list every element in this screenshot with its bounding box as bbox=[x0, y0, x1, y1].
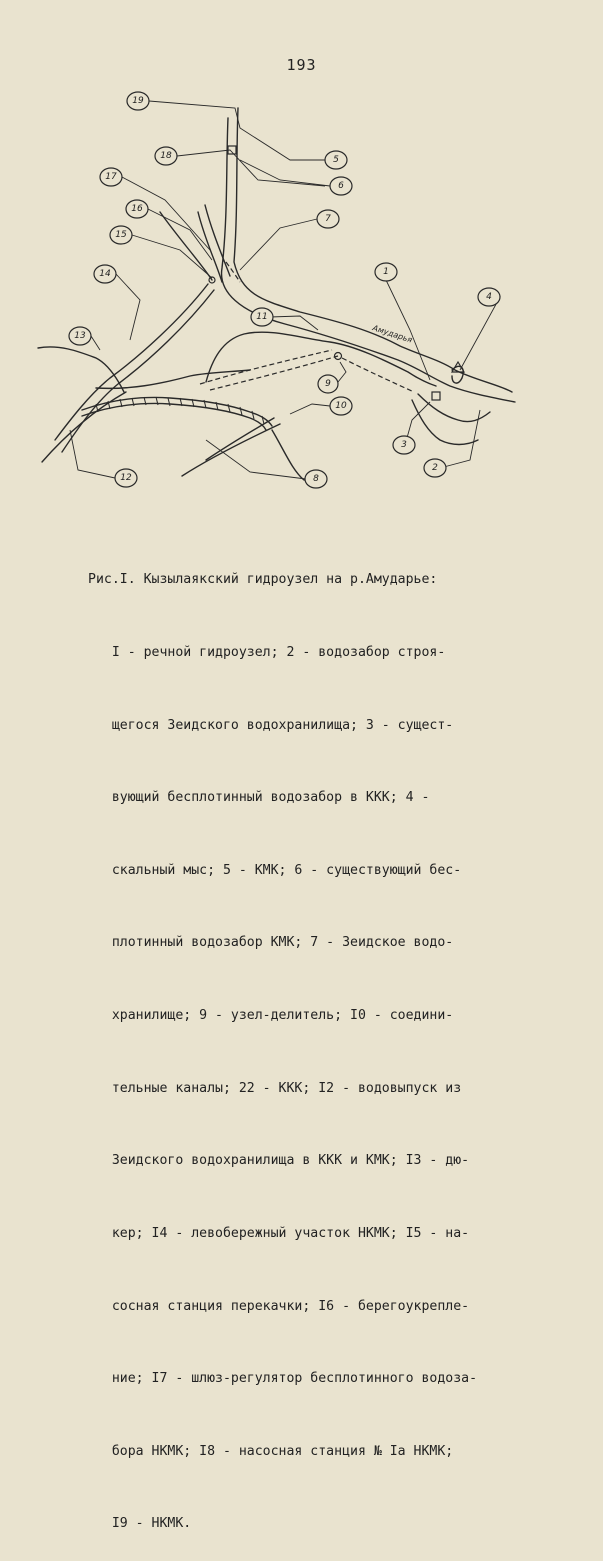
canal-left-2 bbox=[62, 290, 214, 452]
callout-16 bbox=[126, 200, 148, 218]
callout-1 bbox=[375, 263, 397, 281]
svg-text:11: 11 bbox=[256, 312, 268, 322]
svg-text:16: 16 bbox=[131, 204, 143, 214]
leader-8 bbox=[206, 440, 306, 479]
svg-text:19: 19 bbox=[132, 96, 144, 106]
caption-line: плотинный водозабор КМК; 7 - Зеидское водо- bbox=[88, 935, 454, 951]
river-label: Амударья bbox=[371, 323, 414, 345]
caption-line: бора НКМК; I8 - насосная станция № Iа НКМК; bbox=[88, 1443, 454, 1459]
caption-line: сосная станция перекачки; I6 - берегоукрепле- bbox=[88, 1298, 470, 1314]
leader-15 bbox=[132, 235, 212, 278]
svg-text:6: 6 bbox=[338, 181, 344, 191]
callout-14 bbox=[94, 265, 116, 283]
caption-line: тельные каналы; 22 - ККК; I2 - водовыпуск из bbox=[88, 1080, 462, 1096]
leader-12 bbox=[70, 430, 115, 478]
callout-11 bbox=[251, 308, 273, 326]
svg-text:17: 17 bbox=[105, 172, 117, 182]
callout-7 bbox=[317, 210, 339, 228]
canal-southeast-3 bbox=[272, 430, 304, 480]
svg-text:9: 9 bbox=[325, 379, 331, 389]
callout-15 bbox=[110, 226, 132, 244]
callout-8 bbox=[305, 470, 327, 488]
road-west bbox=[38, 347, 124, 392]
canal-right-1 bbox=[412, 400, 478, 445]
scheme-map bbox=[0, 0, 603, 520]
river-bank-south bbox=[222, 118, 515, 402]
svg-text:7: 7 bbox=[325, 214, 331, 224]
callout-10 bbox=[330, 397, 352, 415]
planned-channel-3 bbox=[342, 358, 414, 392]
callout-9 bbox=[318, 375, 338, 393]
caption-line: вующий бесплотинный водозабор в ККК; 4 - bbox=[88, 790, 430, 806]
caption-line: Рис.I. Кызылаякский гидроузел на р.Амударье: bbox=[88, 572, 438, 588]
svg-text:18: 18 bbox=[160, 151, 172, 161]
leader-13 bbox=[91, 336, 100, 350]
callout-3 bbox=[393, 436, 415, 454]
leader-18 bbox=[177, 150, 325, 186]
callout-12 bbox=[115, 469, 137, 487]
callout-19 bbox=[127, 92, 149, 110]
planned-channel-1 bbox=[200, 350, 332, 384]
leader-2 bbox=[440, 410, 480, 468]
caption-line: кер; I4 - левобережный участок НКМК; I5 - на- bbox=[88, 1225, 470, 1241]
canal-southeast-2 bbox=[182, 424, 280, 476]
callout-5 bbox=[325, 151, 347, 169]
callout-17 bbox=[100, 168, 122, 186]
canal-southeast-1 bbox=[206, 418, 274, 460]
caption-line: Зеидского водохранилища в ККК и КМК; I3 - дю- bbox=[88, 1153, 470, 1169]
leader-9 bbox=[338, 362, 346, 382]
caption-line: I9 - НКМК. bbox=[88, 1516, 192, 1532]
svg-text:3: 3 bbox=[401, 440, 407, 450]
intake-marker bbox=[432, 392, 440, 400]
callout-13 bbox=[69, 327, 91, 345]
callout-4 bbox=[478, 288, 500, 306]
caption-line: скальный мыс; 5 - КМК; 6 - существующий бес- bbox=[88, 862, 462, 878]
leader-11 bbox=[270, 316, 318, 330]
callout-18 bbox=[155, 147, 177, 165]
svg-text:2: 2 bbox=[432, 463, 438, 473]
caption-line: щегося Зеидского водохранилища; 3 - сущест- bbox=[88, 717, 454, 733]
svg-text:14: 14 bbox=[99, 269, 111, 279]
svg-text:5: 5 bbox=[333, 155, 339, 165]
caption-line: хранилище; 9 - узел-делитель; I0 - соедини- bbox=[88, 1008, 454, 1024]
reservoir-dam bbox=[82, 398, 272, 427]
svg-text:13: 13 bbox=[74, 331, 86, 341]
svg-text:10: 10 bbox=[335, 401, 347, 411]
callout-2 bbox=[424, 459, 446, 477]
leader-4 bbox=[460, 297, 500, 370]
caption-line: I - речной гидроузел; 2 - водозабор строя- bbox=[88, 645, 446, 661]
canal-left-1 bbox=[55, 284, 208, 440]
leader-10 bbox=[290, 404, 330, 414]
svg-text:1: 1 bbox=[383, 267, 389, 277]
svg-text:15: 15 bbox=[115, 230, 127, 240]
callout-6 bbox=[330, 177, 352, 195]
svg-text:12: 12 bbox=[120, 473, 132, 483]
svg-text:4: 4 bbox=[486, 292, 492, 302]
leader-14 bbox=[116, 274, 140, 340]
svg-text:8: 8 bbox=[313, 474, 319, 484]
page-number: 193 bbox=[286, 56, 317, 74]
reservoir-hatch bbox=[96, 397, 264, 424]
canal-left-3 bbox=[42, 392, 126, 462]
leader-7 bbox=[240, 219, 317, 270]
canal-right-2 bbox=[418, 394, 490, 422]
caption-line: ние; I7 - шлюз-регулятор бесплотинного водоза- bbox=[88, 1371, 478, 1387]
figure-caption bbox=[88, 520, 588, 1561]
